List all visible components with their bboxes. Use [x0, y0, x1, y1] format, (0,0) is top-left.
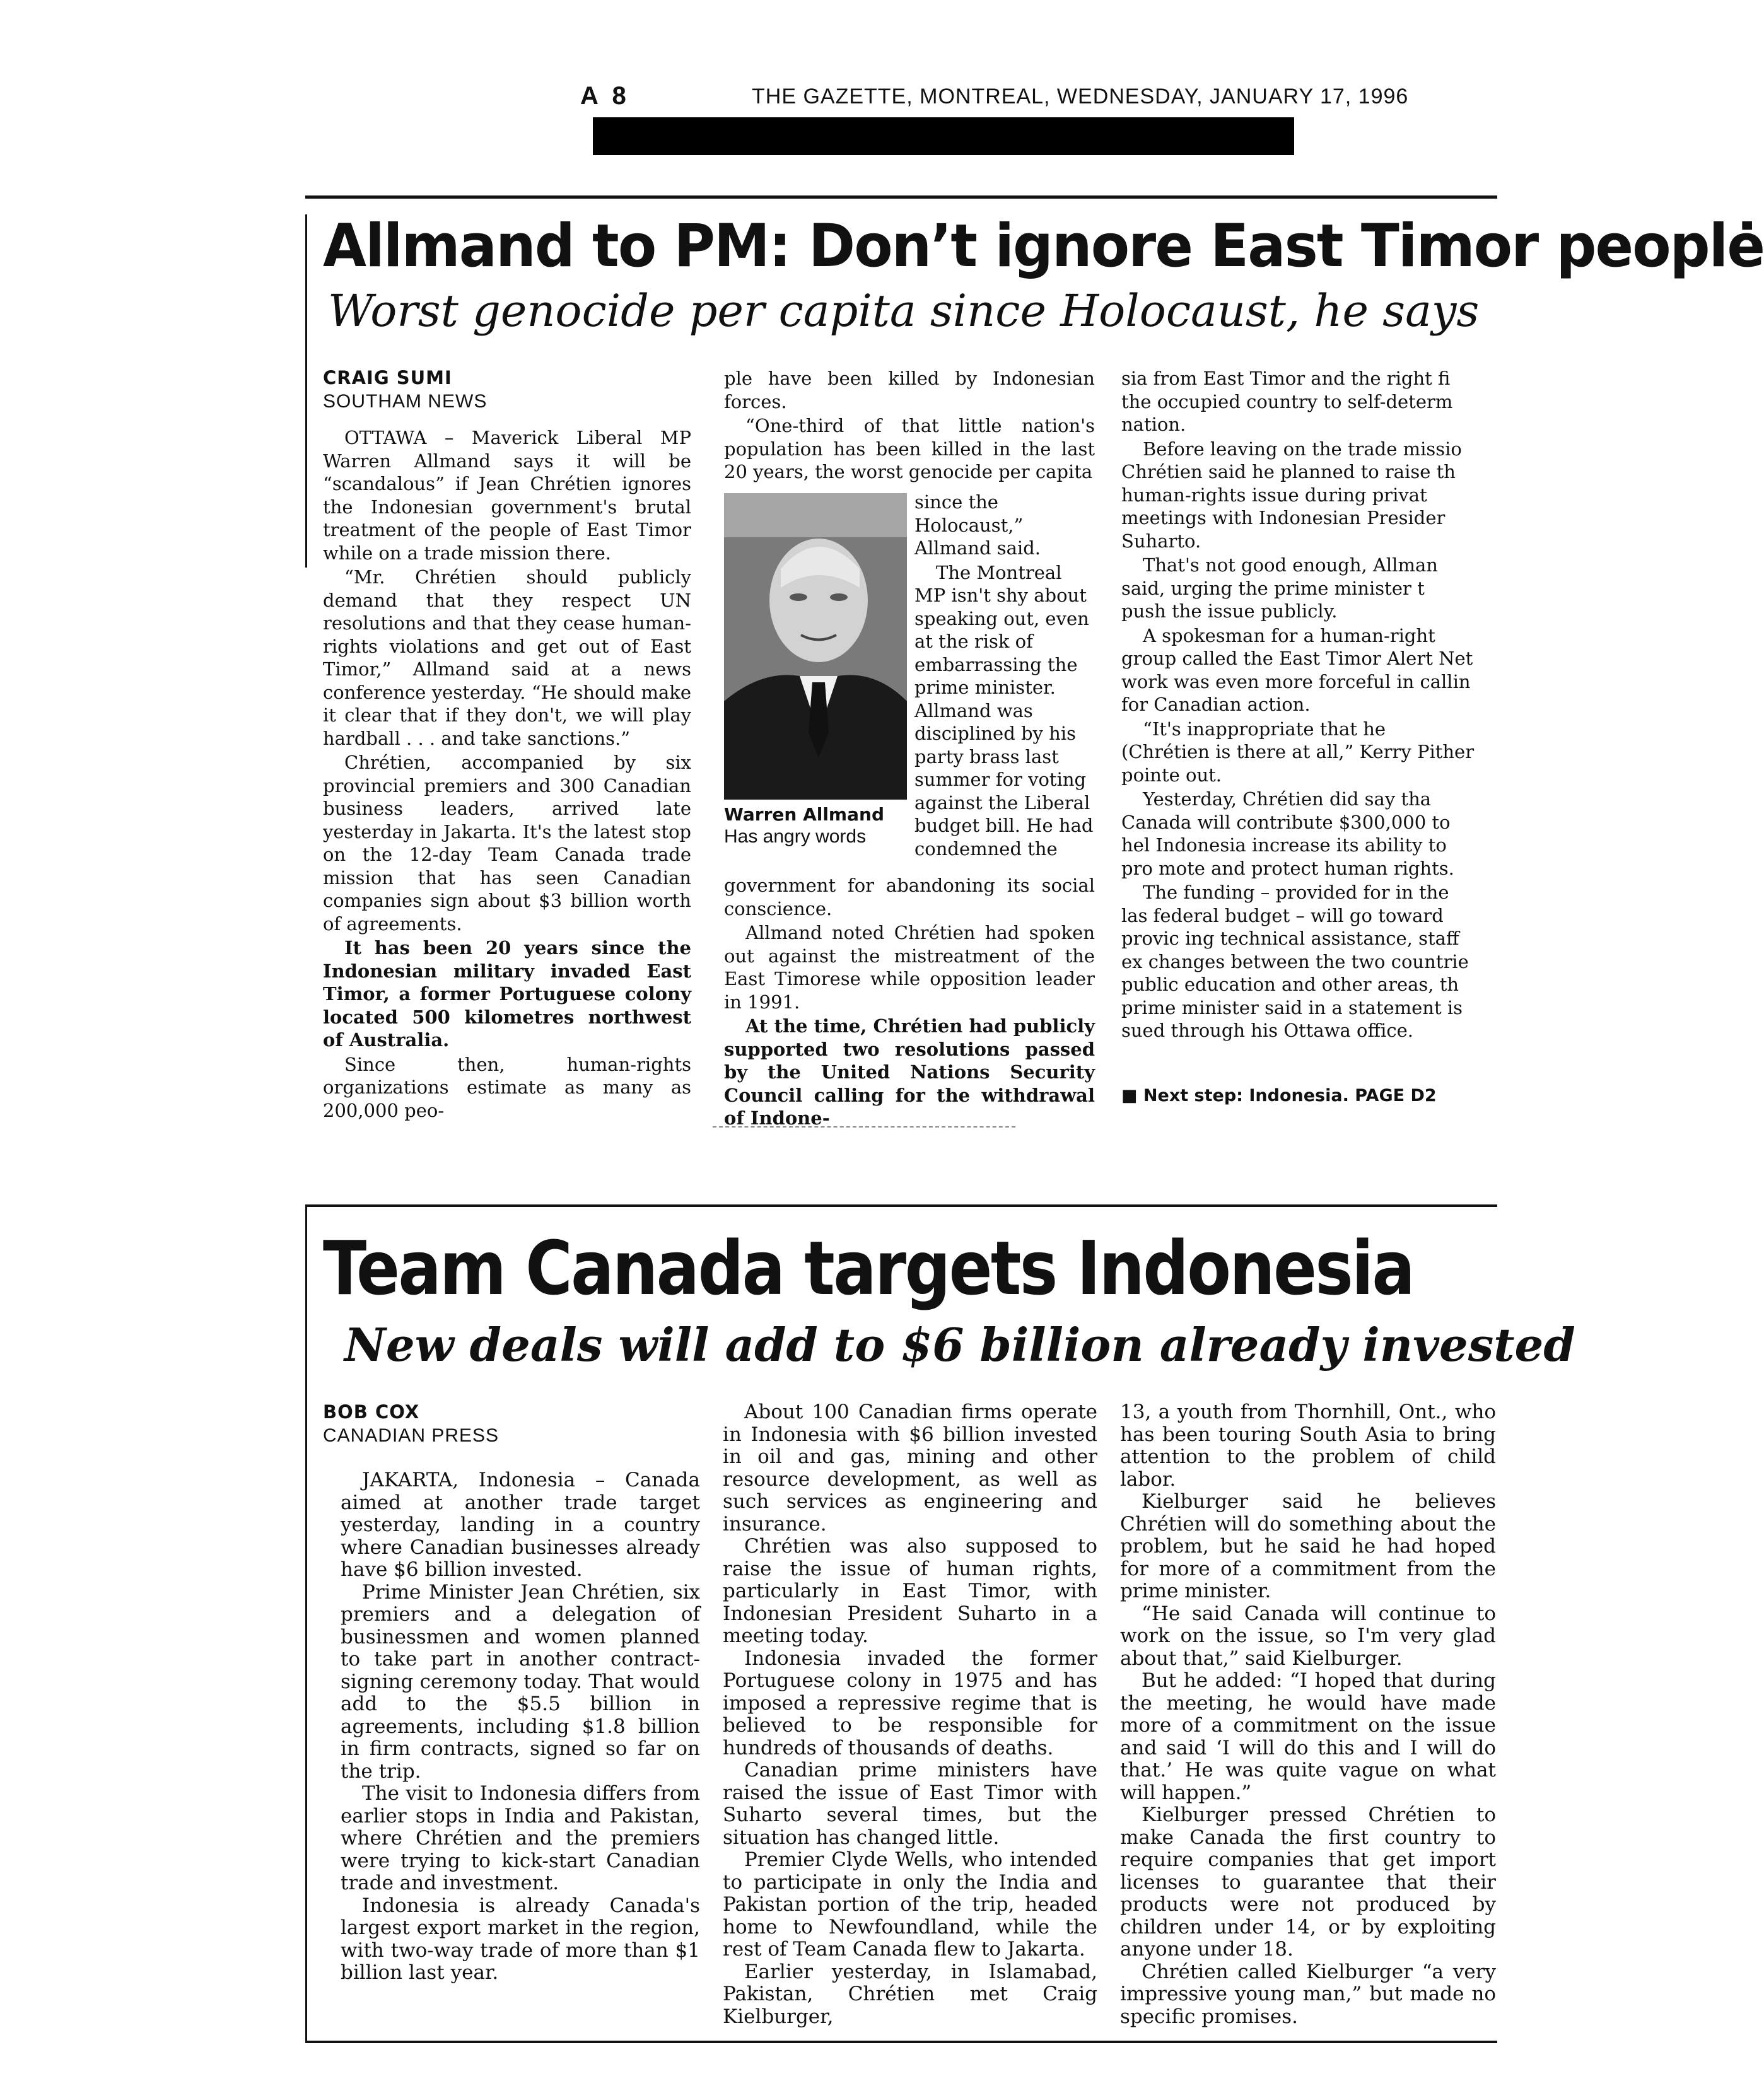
story1-column-2-bottom [724, 874, 1095, 1130]
story2-column-1 [341, 1469, 700, 1985]
story2-c1-p2: Prime Minister Jean Chrétien, six premiers and a delegation of businessmen and women planned to take part in another contract-signing ceremony today. That would add to the $5.5 billion in agreements, including $1.8 billion in firm contracts, signed so far on the trip. [341, 1580, 700, 1783]
story2-headline: Team Canada targets Indonesia [323, 1225, 1414, 1312]
story2-left-rule [305, 1204, 307, 2043]
story2-c1-p4: Indonesia is already Canada's largest export market in the region, with two-way trade of more than $1 billion last year. [341, 1894, 700, 1984]
story1-deck: Worst genocide per capita since Holocaust, he says [328, 285, 1480, 337]
warren-allmand-photo [724, 493, 907, 800]
story2-c2-p2: Chrétien was also supposed to raise the issue of human rights, particularly in East Timor, with Indonesian President Suharto in a meeting today. [723, 1535, 1097, 1647]
story1-c3-p3: That's not good enough, Allman said, urging the prime minister t push the issue publicly. [1121, 554, 1438, 622]
story1-c3-p6: Yesterday, Chrétien did say tha Canada will contribute $300,000 to hel Indonesia increase its ability to pro mote and protect human rights. [1121, 788, 1454, 879]
story2-c3-p1: 13, a youth from Thornhill, Ont., who has been touring South Asia to bring attention to the problem of child labor. [1120, 1401, 1496, 1491]
story1-c3-p1: sia from East Timor and the right fi the occupied country to self-determ nation. [1121, 368, 1453, 435]
story1-column-2-wrap [914, 491, 1095, 860]
story1-c2-p1: ple have been killed by Indonesian forces. [724, 368, 1095, 412]
page-number: A 8 [580, 82, 630, 110]
story1-left-rule [305, 214, 307, 568]
story1-c1-p4: It has been 20 years since the Indonesian military invaded East Timor, a former Portuguese colony located 500 kilometres northwest of Australia. [323, 937, 691, 1051]
story2-c1-p3: The visit to Indonesia differs from earlier stops in India and Pakistan, where Chrétien and the premiers were trying to kick-start Canadian trade and investment. [341, 1782, 700, 1894]
story2-c2-p6: Earlier yesterday, in Islamabad, Pakistan, Chrétien met Craig Kielburger, [723, 1960, 1097, 2028]
dateline: THE GAZETTE, MONTREAL, WEDNESDAY, JANUARY 17, 1996 [752, 85, 1409, 108]
story2-c2-p3: Indonesia invaded the former Portuguese colony in 1975 and has imposed a repressive regime that is believed to be responsible for hundreds of thousands of deaths. [723, 1647, 1097, 1759]
story2-c3-p4: But he added: “I hoped that during the meeting, he would have made more of a commitment on the issue and said ‘I will do this and I will do that.’ He was quite vague on what will happen.” [1120, 1669, 1496, 1804]
story1-c2-bottom-p2: Allmand noted Chrétien had spoken out against the mistreatment of the East Timorese while opposition leader in 1991. [724, 922, 1095, 1013]
story1-top-rule [305, 195, 1497, 199]
story1-c3-p7: The funding – provided for in the las federal budget – will go toward provic ing technical assistance, staff ex changes between the two countrie public education and other areas, th prime minister said in a statement is sued through his Ottawa office. [1121, 882, 1469, 1041]
story2-c3-p6: Chrétien called Kielburger “a very impressive young man,” but made no specific promises. [1120, 1960, 1496, 2028]
story1-headline: Allmand to PM: Don’t ignore East Timor peoplė [323, 212, 1764, 281]
story1-c1-p5: Since then, human-rights organizations estimate as many as 200,000 peo- [323, 1053, 691, 1121]
story1-c3-p2: Before leaving on the trade missio Chrétien said he planned to raise th human-rights issue during privat meetings with Indonesian Presider Suharto. [1121, 438, 1462, 552]
story2-column-2 [723, 1401, 1097, 2028]
story2-byline-name: BOB COX [323, 1401, 420, 1423]
story2-c3-p2: Kielburger said he believes Chrétien will do something about the problem, but he said he had hoped for more of a commitment from the prime minister. [1120, 1490, 1496, 1602]
story1-c3-p4: A spokesman for a human-right group called the East Timor Alert Net work was even more forceful in callin for Canadian action. [1121, 624, 1473, 715]
story1-c1-p1: OTTAWA – Maverick Liberal MP Warren Allmand says it will be “scandalous” if Jean Chrétien ignores the Indonesian government's brutal treatment of the people of East Timor while on a trade mission there. [323, 427, 691, 564]
next-step-refer: ■ Next step: Indonesia. PAGE D2 [1121, 1086, 1437, 1105]
story2-c3-p5: Kielburger pressed Chrétien to make Canada the first country to require companies that get import licenses to guarantee that their products were not produced by children under 14, or by exploiting anyone under 18. [1120, 1804, 1496, 1961]
photo-caption-name: Warren Allmand [724, 804, 884, 825]
story1-c2-p2: “One-third of that little nation's population has been killed in the last 20 years, the worst genocide per capita [724, 415, 1095, 482]
story1-column-3 [1121, 367, 1475, 1042]
story1-byline-org: SOUTHAM NEWS [323, 391, 488, 412]
story2-c2-p4: Canadian prime ministers have raised the issue of East Timor with Suharto several times, but the situation has changed little. [723, 1759, 1097, 1849]
story1-c3-p5: “It's inappropriate that he (Chrétien is there at all,” Kerry Pither pointe out. [1121, 718, 1475, 786]
story1-c2-wrap-p2: The Montreal MP isn't shy about speaking out, even at the risk of embarrassing the prime minister. Allmand was disciplined by his party brass last summer for voting against the Liberal budget bill. He had condemned the [914, 561, 1094, 860]
portrait-image [724, 493, 907, 800]
story1-bottom-dashes [713, 1126, 1015, 1128]
story2-column-3 [1120, 1401, 1496, 2028]
story1-c2-wrap-p1: since the Holocaust,” Allmand said. [914, 491, 1041, 559]
story2-bottom-rule [305, 2041, 1497, 2043]
masthead-bar [593, 117, 1294, 155]
story2-c2-p5: Premier Clyde Wells, who intended to participate in only the India and Pakistan portion of the trip, headed home to Newfoundland, while the rest of Team Canada flew to Jakarta. [723, 1848, 1097, 1961]
story2-byline-org: CANADIAN PRESS [323, 1425, 499, 1446]
story1-c2-bottom-p1: government for abandoning its social conscience. [724, 875, 1095, 919]
story2-deck: New deals will add to $6 billion already invested [344, 1318, 1575, 1372]
story1-byline-name: CRAIG SUMI [323, 367, 452, 388]
story2-c3-p3: “He said Canada will continue to work on the issue, so I'm very glad about that,” said Kielburger. [1120, 1602, 1496, 1670]
photo-caption-text: Has angry words [724, 826, 867, 847]
story1-column-1 [323, 426, 691, 1122]
story1-c2-bottom-p3: At the time, Chrétien had publicly supported two resolutions passed by the United Nations Security Council calling for the withdrawal of Indone- [724, 1015, 1095, 1129]
story1-c1-p2: “Mr. Chrétien should publicly demand that they respect UN resolutions and that they cease human-rights violations and get out of East Timor,” Allmand said at a news conference yesterday. “He should make it clear that if they don't, we will play hardball . . . and take sanctions.” [323, 566, 691, 749]
story2-c1-p1: JAKARTA, Indonesia – Canada aimed at another trade target yesterday, landing in a country where Canadian businesses already have $6 billion invested. [341, 1469, 700, 1581]
story1-c1-p3: Chrétien, accompanied by six provincial premiers and 300 Canadian business leaders, arrived late yesterday in Jakarta. It's the latest stop on the 12-day Team Canada trade mission that has seen Canadian companies sign about $3 billion worth of agreements. [323, 752, 691, 935]
story2-top-rule [305, 1204, 1497, 1207]
story1-column-2-top [724, 367, 1095, 484]
story2-c2-p1: About 100 Canadian firms operate in Indonesia with $6 billion invested in oil and gas, mining and other resource development, as well as such services as engineering and insurance. [723, 1401, 1097, 1536]
